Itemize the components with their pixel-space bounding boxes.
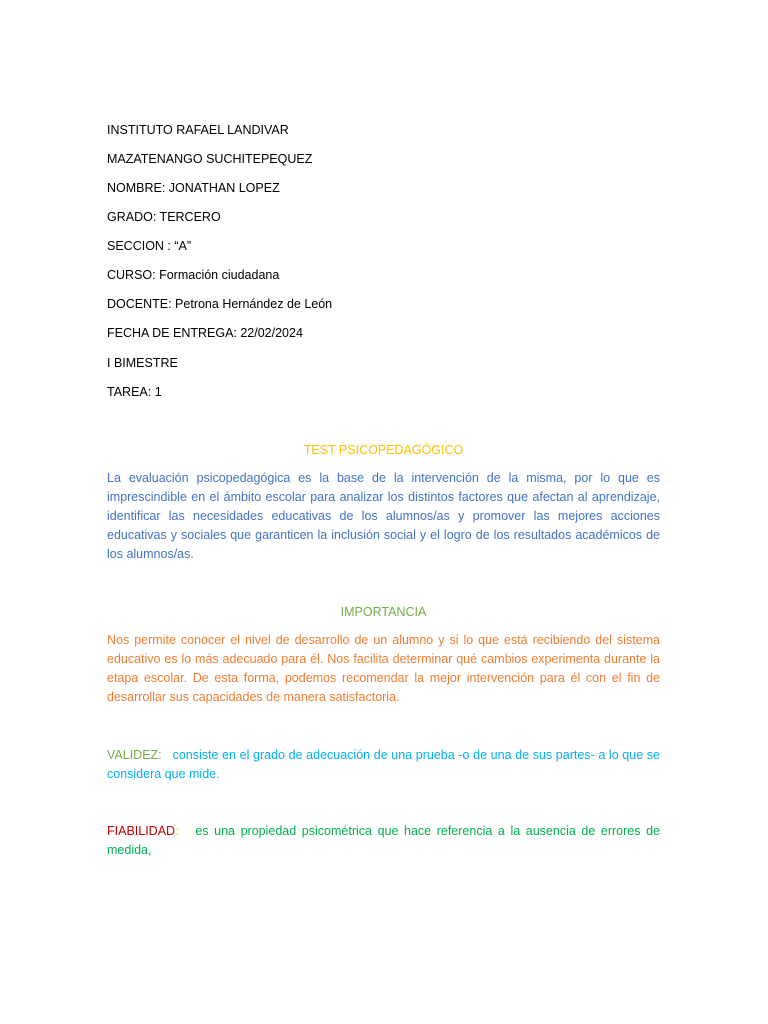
- grade-line: GRADO: TERCERO: [107, 210, 221, 224]
- bimester-line: I BIMESTRE: [107, 356, 178, 370]
- institution-line: INSTITUTO RAFAEL LANDIVAR: [107, 123, 289, 137]
- test-paragraph: La evaluación psicopedagógica es la base de la intervención de la misma, por lo que es imprescindible en el ámbito escolar para analizar los distintos factores que afectan al aprendizaje, identificar las necesidades educativas de los alumnos/as y promover las mejores acciones educativas y sociales que garanticen la inclusión social y el logro de los resultados académicos de los alumnos/as.: [107, 471, 660, 561]
- assignment-line: TAREA: 1: [107, 385, 162, 399]
- importancia-title: IMPORTANCIA: [340, 605, 427, 619]
- fiabilidad-colon: :: [175, 824, 179, 838]
- importancia-paragraph: Nos permite conocer el nivel de desarrollo de un alumno y si lo que está recibiendo del sistema educativo es lo más adecuado para él. Nos facilita determinar qué cambios experimenta durante la etapa escolar. De esta forma, podemos recomendar la mejor intervención para él con el fin de desarrollar sus capacidades de manera satisfactoria.: [107, 633, 660, 704]
- student-name-line: NOMBRE: JONATHAN LOPEZ: [107, 181, 280, 195]
- test-title: TEST PSICOPEDAGÓGICO: [303, 443, 464, 457]
- fiabilidad-paragraph: [107, 822, 660, 860]
- city-line: MAZATENANGO SUCHITEPEQUEZ: [107, 152, 313, 166]
- due-date-line: FECHA DE ENTREGA: 22/02/2024: [107, 326, 303, 340]
- validez-definition: consiste en el grado de adecuación de una prueba -o de una de sus partes- a lo que se considera que mide.: [107, 748, 661, 781]
- fiabilidad-definition: es una propiedad psicométrica que hace referencia a la ausencia de errores de medida,: [107, 824, 660, 857]
- validez-paragraph: [107, 746, 660, 784]
- teacher-line: DOCENTE: Petrona Hernández de León: [107, 297, 333, 311]
- fiabilidad-term: FIABILIDAD: [107, 824, 176, 838]
- course-line: CURSO: Formación ciudadana: [107, 268, 280, 282]
- validez-term: VALIDEZ:: [107, 748, 162, 762]
- section-line: SECCION : “A”: [107, 239, 192, 253]
